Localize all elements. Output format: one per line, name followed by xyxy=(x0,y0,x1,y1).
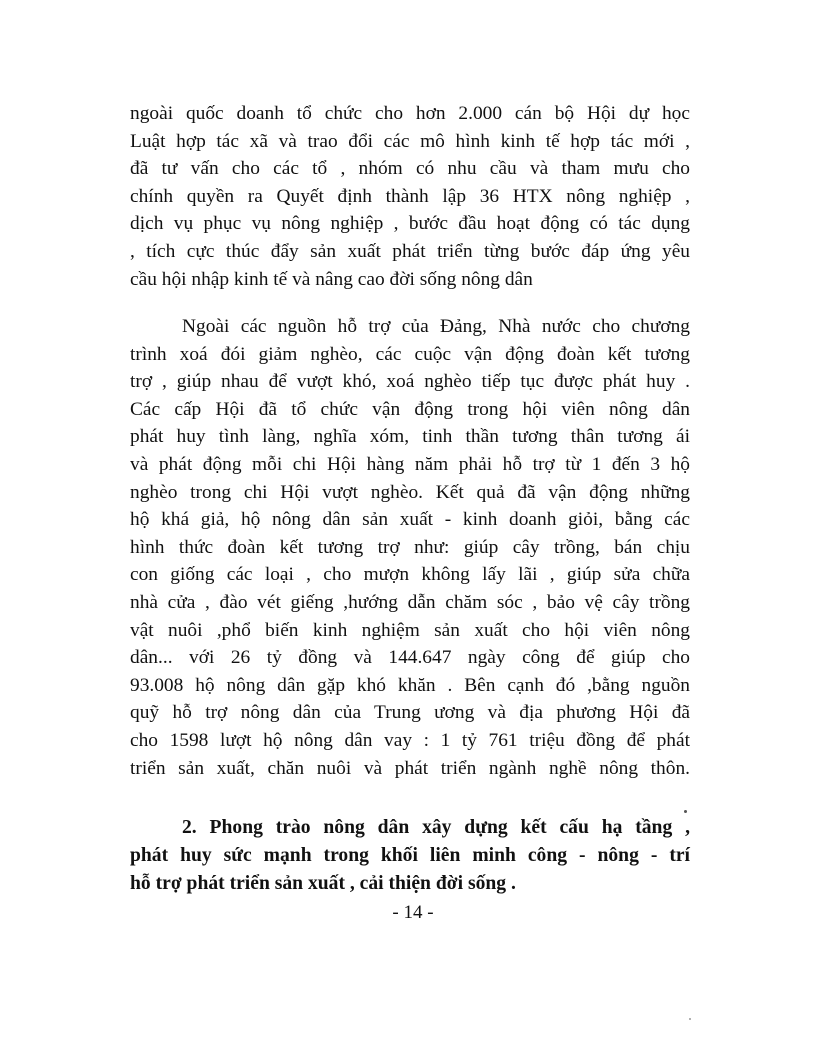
text-line: 93.008 hộ nông dân gặp khó khăn . Bên cạnh đó ,bằng nguồn xyxy=(130,674,690,696)
text-line: vật nuôi ,phổ biến kinh nghiệm sản xuất cho hội viên nông xyxy=(130,619,690,641)
text-line: trợ , giúp nhau để vượt khó, xoá nghèo tiếp tục được phát huy . xyxy=(130,371,690,393)
text-line: cầu hội nhập kinh tế và nâng cao đời sống nông dân xyxy=(130,268,533,290)
text-line: dân... với 26 tỷ đồng và 144.647 ngày công để giúp cho xyxy=(130,647,690,669)
text-line: triển sản xuất, chăn nuôi và phát triển ngành nghề nông thôn. xyxy=(130,757,690,779)
section-heading xyxy=(130,814,690,898)
heading-line: hỗ trợ phát triển sản xuất , cải thiện đời sống . xyxy=(130,873,516,894)
scan-speck xyxy=(684,810,687,813)
text-line: Các cấp Hội đã tổ chức vận động trong hội viên nông dân xyxy=(130,398,690,420)
text-line: nghèo trong chi Hội vượt nghèo. Kết quả đã vận động những xyxy=(130,481,690,503)
text-line: phát huy tình làng, nghĩa xóm, tinh thần tương thân tương ái xyxy=(130,426,690,448)
paragraph-2 xyxy=(130,313,690,782)
scan-speck xyxy=(689,1018,691,1020)
text-line: Luật hợp tác xã và trao đổi các mô hình kinh tế hợp tác mới , xyxy=(130,130,690,152)
text-line: hộ khá giả, hộ nông dân sản xuất - kinh doanh giỏi, bằng các xyxy=(130,509,690,531)
text-line: quỹ hỗ trợ nông dân của Trung ương và địa phương Hội đã xyxy=(130,702,690,724)
heading-line: phát huy sức mạnh trong khối liên minh công - nông - trí xyxy=(130,845,690,866)
heading-line: 2. Phong trào nông dân xây dựng kết cấu hạ tầng , xyxy=(182,817,690,838)
text-line: , tích cực thúc đẩy sản xuất phát triển từng bước đáp ứng yêu xyxy=(130,240,690,262)
text-line: ngoài quốc doanh tổ chức cho hơn 2.000 cán bộ Hội dự học xyxy=(130,103,690,124)
text-line: nhà cửa , đào vét giếng ,hướng dẫn chăm sóc , bảo vệ cây trồng xyxy=(130,591,690,613)
page-number-container xyxy=(0,900,816,926)
text-line: và phát động mỗi chi Hội hàng năm phải hỗ trợ từ 1 đến 3 hộ xyxy=(130,453,690,475)
text-line: Ngoài các nguồn hỗ trợ của Đảng, Nhà nước cho chương xyxy=(182,316,690,337)
text-line: hình thức đoàn kết tương trợ như: giúp cây trồng, bán chịu xyxy=(130,536,690,558)
paragraph-1 xyxy=(130,100,690,293)
text-line: chính quyền ra Quyết định thành lập 36 HTX nông nghiệp , xyxy=(130,185,690,207)
text-line: con giống các loại , cho mượn không lấy lãi , giúp sửa chữa xyxy=(130,564,690,586)
text-line: trình xoá đói giảm nghèo, các cuộc vận động đoàn kết tương xyxy=(130,343,690,365)
text-line: dịch vụ phục vụ nông nghiệp , bước đầu hoạt động có tác dụng xyxy=(130,213,690,235)
page-number: - 14 - xyxy=(392,902,434,923)
text-line: đã tư vấn cho các tổ , nhóm có nhu cầu và tham mưu cho xyxy=(130,158,690,180)
text-line: cho 1598 lượt hộ nông dân vay : 1 tỷ 761 triệu đồng để phát xyxy=(130,729,690,751)
